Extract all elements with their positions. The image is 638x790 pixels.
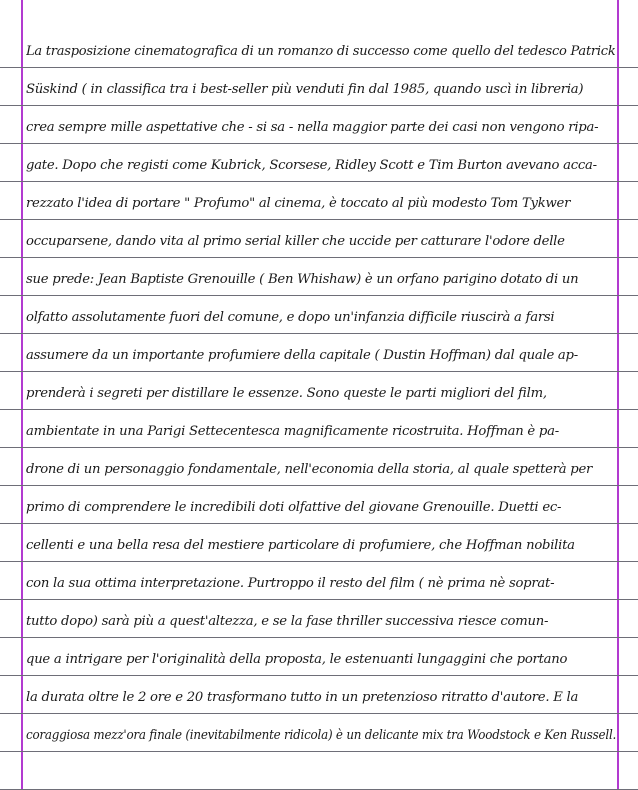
handwritten-line: rezzato l'idea di portare " Profumo" al cinema, è toccato al più modesto Tom Tykwer — [26, 196, 571, 211]
handwritten-line: olfatto assolutamente fuori del comune, e dopo un'infanzia difficile riuscirà a farsi — [26, 310, 555, 325]
ruled-line — [0, 599, 638, 600]
handwritten-line: Süskind ( in classifica tra i best-seller più venduti fin dal 1985, quando uscì in libreria) — [26, 82, 584, 97]
handwritten-line: la durata oltre le 2 ore e 20 trasformano tutto in un pretenzioso ritratto d'autore. E la — [26, 690, 579, 705]
handwritten-line: crea sempre mille aspettative che - si sa - nella maggior parte dei casi non vengono ripa- — [26, 120, 599, 135]
handwritten-line: con la sua ottima interpretazione. Purtroppo il resto del film ( nè prima nè soprat- — [26, 576, 555, 591]
handwritten-line: ambientate in una Parigi Settecentesca magnificamente ricostruita. Hoffman è pa- — [26, 424, 559, 439]
handwritten-line: gate. Dopo che registi come Kubrick, Scorsese, Ridley Scott e Tim Burton avevano acca- — [26, 158, 597, 173]
ruled-line — [0, 181, 638, 182]
ruled-line — [0, 751, 638, 752]
ruled-line — [0, 105, 638, 106]
ruled-line — [0, 333, 638, 334]
handwritten-line: prenderà i segreti per distillare le essenze. Sono queste le parti migliori del film, — [26, 386, 547, 401]
ruled-line — [0, 67, 638, 68]
ruled-line — [0, 713, 638, 714]
handwritten-line: occuparsene, dando vita al primo serial killer che uccide per catturare l'odore delle — [26, 234, 565, 249]
handwritten-line: drone di un personaggio fondamentale, nell'economia della storia, al quale spetterà per — [26, 462, 593, 477]
handwritten-line: assumere da un importante profumiere della capitale ( Dustin Hoffman) dal quale ap- — [26, 348, 578, 363]
handwritten-line: coraggiosa mezz'ora finale (inevitabilmente ridicola) è un delicante mix tra Woodstock e Ken Russell. — [26, 728, 616, 743]
ruled-line — [0, 295, 638, 296]
left-margin-line — [21, 0, 23, 790]
ruled-line — [0, 561, 638, 562]
handwritten-line: sue prede: Jean Baptiste Grenouille ( Ben Whishaw) è un orfano parigino dotato di un — [26, 272, 579, 287]
ruled-line — [0, 637, 638, 638]
ruled-line — [0, 447, 638, 448]
ruled-line — [0, 485, 638, 486]
ruled-line — [0, 219, 638, 220]
handwritten-line: tutto dopo) sarà più a quest'altezza, e se la fase thriller successiva riesce comun- — [26, 614, 549, 629]
handwritten-line: primo di comprendere le incredibili doti olfattive del giovane Grenouille. Duetti ec- — [26, 500, 562, 515]
ruled-line — [0, 409, 638, 410]
handwritten-line: La trasposizione cinematografica di un romanzo di successo come quello del tedesco Patrick — [26, 44, 616, 59]
ruled-line — [0, 371, 638, 372]
ruled-line — [0, 523, 638, 524]
ruled-line — [0, 257, 638, 258]
ruled-line — [0, 143, 638, 144]
handwritten-line: cellenti e una bella resa del mestiere particolare di profumiere, che Hoffman nobilita — [26, 538, 575, 553]
handwritten-line: que a intrigare per l'originalità della proposta, le estenuanti lungaggini che portano — [26, 652, 568, 667]
ruled-line — [0, 675, 638, 676]
right-margin-line — [617, 0, 619, 790]
